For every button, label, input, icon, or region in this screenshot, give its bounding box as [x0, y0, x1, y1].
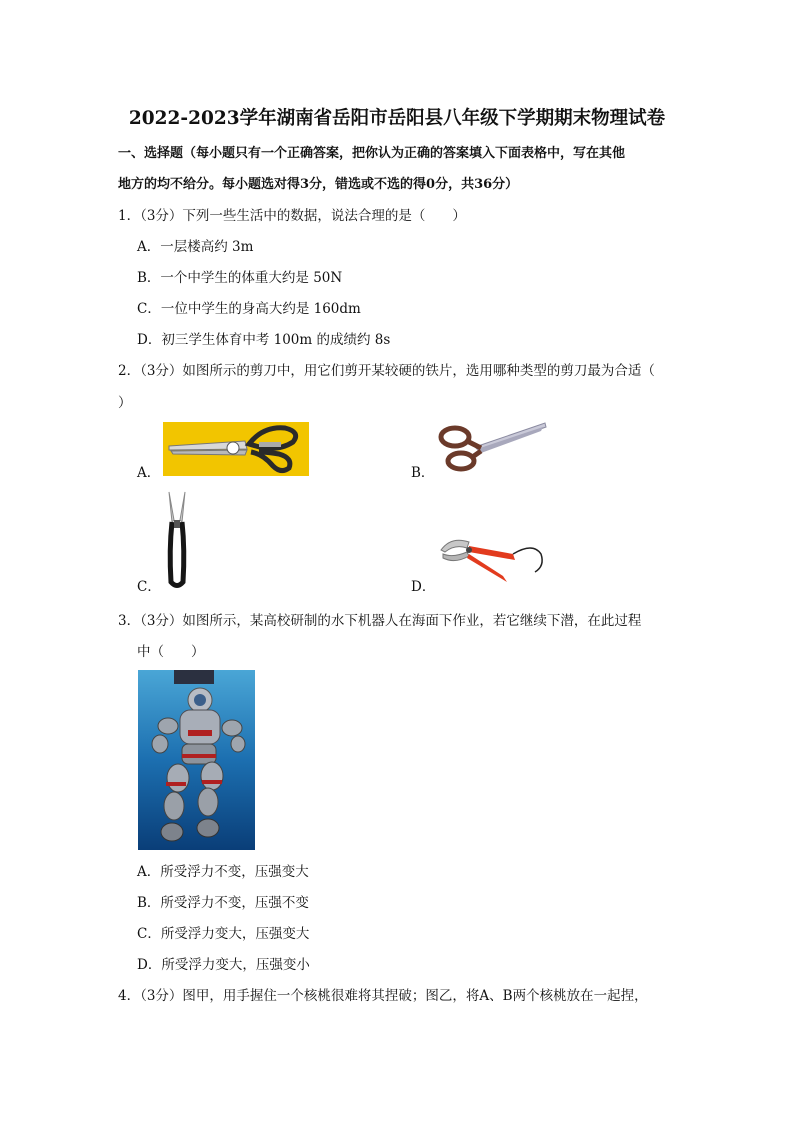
question-4-stem: 4．（3分）图甲，用手握住一个核桃很难将其捏破；图乙，将A、B两个核桃放在一起捏， [118, 988, 648, 1004]
question-3-option-a: A．所受浮力不变，压强变大 [137, 864, 309, 880]
question-1-option-d: D．初三学生体育中考 100m 的成绩约 8s [137, 332, 391, 348]
question-2-stem-line-1: 2．（3分）如图所示的剪刀中，用它们剪开某较硬的铁片，选用哪种类型的剪刀最为合适（ [118, 363, 655, 379]
question-3-stem-line-1: 3．（3分）如图所示，某高校研制的水下机器人在海面下作业，若它继续下潜，在此过程 [118, 613, 642, 629]
exam-title: 2022-2023学年湖南省岳阳市岳阳县八年级下学期期末物理试卷 [128, 108, 666, 129]
question-2-label-a: A． [137, 465, 161, 481]
section-heading-line-2: 地方的均不给分。每小题选对得3分，错选或不选的得0分，共36分） [118, 177, 519, 192]
question-1-option-b: B．一个中学生的体重大约是 50N [137, 270, 343, 286]
scissors-image-c [163, 490, 191, 590]
underwater-robot-image [138, 670, 255, 850]
section-heading-line-1: 一、选择题（每小题只有一个正确答案，把你认为正确的答案填入下面表格中，写在其他 [118, 146, 626, 161]
scissors-image-a [163, 422, 309, 476]
question-1-option-c: C．一位中学生的身高大约是 160dm [137, 301, 361, 317]
question-2-label-c: C． [137, 579, 161, 595]
scissors-image-b [437, 421, 547, 473]
scissors-image-d [437, 532, 547, 586]
question-3-option-d: D．所受浮力变大，压强变小 [137, 957, 310, 973]
question-3-stem-line-2: 中（ ） [137, 644, 205, 660]
question-3-option-b: B．所受浮力不变，压强不变 [137, 895, 309, 911]
question-3-option-c: C．所受浮力变大，压强变大 [137, 926, 310, 942]
question-1-option-a: A．一层楼高约 3m [137, 239, 254, 255]
question-2-label-b: B． [411, 465, 435, 481]
question-2-label-d: D． [411, 579, 436, 595]
question-1-stem: 1．（3分）下列一些生活中的数据，说法合理的是（ ） [118, 208, 466, 224]
question-2-stem-line-2: ） [118, 395, 132, 411]
